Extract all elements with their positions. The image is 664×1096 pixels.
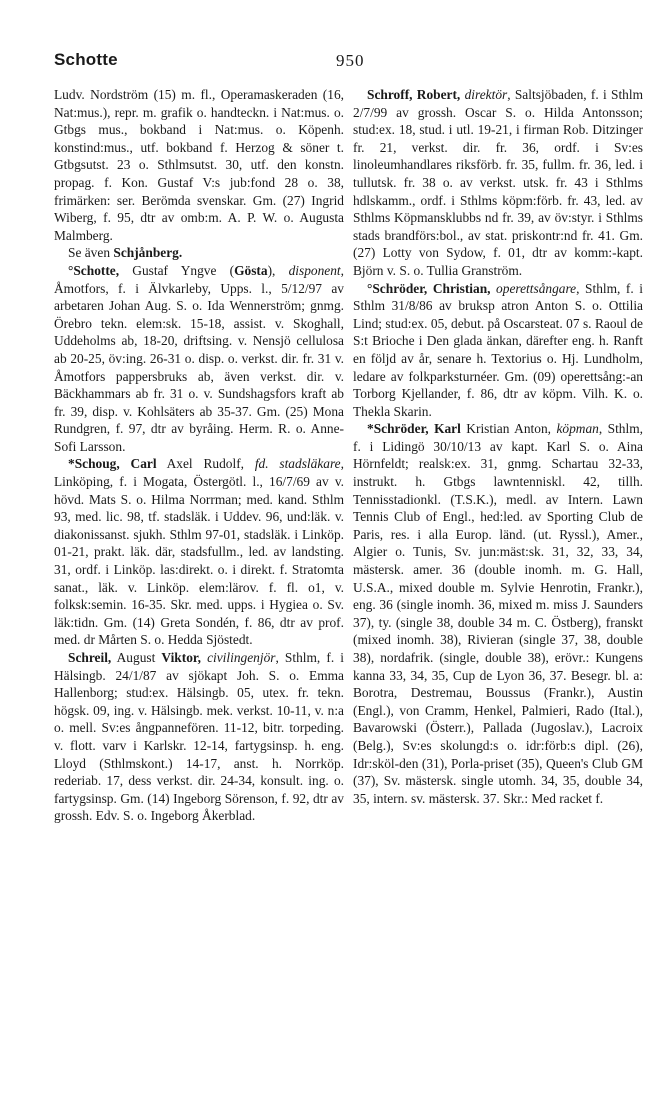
entry-text: Se även xyxy=(68,245,114,261)
entry-e5 xyxy=(54,649,344,825)
page-header xyxy=(54,50,642,76)
entry-title: köpman xyxy=(556,421,599,437)
entry-text: , Sthlm, f. i Lidingö 30/10/13 av kapt. Karl S. o. Aina Hörnfeldt; realsk:ex. 31, gnmg. Schartau 32-33, instrukt. h. Gtbgs lawntenniskl. 42, tillh. Tennisstadionkl. (T.S.K.), medl. av Intern. Lawn Tennis Club of Engl., hed:led. av Sporting Club de Paris, res. i alla Europ. länd. (ut. Ryssl.), Amer., Algier o. Tunis, Sv. jun:mäst:sk. 31, 32, 33, 34, mästersk. amer. 36 (double inomh. m. G. Hall, U.S.A., mixed double m. Sylvie Henrotin, Frankr.), eng. 36 (single inomh. 36, mixed m. miss J. Saunders 37), ty. (single 38, double 34 m. C. Östberg), franskt (mixed inomh. 38), Rivieran (single 37, 38, double 38), nordafrik. (single, double 38), erövr.: Kungens kanna 33, 34, 35, Cup de Lyon 36, 37. Besegr. bl. a: Borotra, Destremau, Boussus (Frankr.), Austin (Engl.), von Cramm, Henkel, Palmieri, Rado (Ital.), Bavarowski (Österr.), Pallada (Jugoslav.), Lacroix (Belg.), Sv:es skolungd:s o. idr:förb:s dipl. (26), Idr:sköl-den (31), Porla-priset (35), Queen's Club GM (37), Sv. mästersk. single utomh. 34, 35, double 34, 35, intern. sv. mästersk. 37. Skr.: Med racket f. xyxy=(353,421,643,806)
entry-title: direktör xyxy=(464,87,508,102)
entry-text: , Sthlm, f. i Hälsingb. 24/1/87 av sjökapt Joh. S. o. Emma Hallenborg; stud:ex. Hälsingb. 05, utex. fr. tekn. högsk. 09, ing. v. Hälsingb. mek. verkst. 10-11, v. n:a o. mell. Sv:es ångpannefören. 11-12, bitr. torpeding. v. flott. varv i Karlskr. 12-14, fartygsinsp. h. eng. Lloyd (Sthlmskont.) 14-17, anst. h. Norrköp. rederiab. 17, dess verkst. dir. 24-34, konsult. ing. o. fartygsinsp. Gm. (14) Ingeborg Sörenson, f. 92, dtr av grossh. Edv. S. o. Ingeborg Åkerblad. xyxy=(54,650,344,824)
entry-text: Axel Rudolf, xyxy=(156,456,255,472)
entry-e7 xyxy=(353,280,643,421)
entry-text: Gustaf Yngve ( xyxy=(119,262,235,278)
entry-name: Schroff, Robert, xyxy=(367,87,461,102)
entry-e4 xyxy=(54,455,344,649)
entry-name: *Schoug, Carl xyxy=(68,456,157,472)
entry-e3 xyxy=(54,262,344,456)
left-column xyxy=(54,86,344,825)
entry-text: , Linköping, f. i Mogata, Östergötl. l., 16/7/69 av v. hövd. Mats S. o. Hilma Norrman; med. kand. Sthlm 93, med. lic. 98, tf. stadsläk. i Uddev. 96, und:läk. v. diakonissanst. sjukh. Sthlm 97-01, stadsläk. i Linköp. 01-21, prakt. läk. där, stadsfullm., led. av landsting. 31, ordf. i Linköp. las:direkt. o. i direkt. f. Stratomta sanat., läk. v. Linköp. elem:lärov. f. fl. o1, v. folksk:semin. 16-35. Skr. med. upps. i Hygiea o. Sv. läk:tidn. Gm. (14) Greta Sondén, f. 86, dtr av prof. med. dr Mårten S. o. Hedda Sjöstedt. xyxy=(54,456,344,648)
entry-text: Ludv. Nordström (15) m. fl., Operamaskeraden (16, Nat:mus.), repr. m. grafik o. handteckn. i Nat:mus. o. Gtbgs mus., bokband i Nat:mus. o. Köpenh. konstind:mus., utf. bokband f. Herzog & söner t. Gtbgsutst. 23 o. Sthlmsutst. 30, utf. den konstn. propag. f. Kon. Gustaf V:s jub:fond 28 o. 38, frimärken: ser. Berömda svenskar. Gm. (27) Ingrid Wiberg, f. 95, dtr av omb:m. A. P. W. o. Augusta Malmberg. xyxy=(54,87,344,243)
running-head: Schotte xyxy=(54,50,118,69)
entry-text: August xyxy=(111,650,162,665)
entry-name: °Schotte, xyxy=(68,262,120,278)
entry-title: fd. stadsläkare xyxy=(254,456,341,472)
entry-e1 xyxy=(54,86,344,244)
entry-name: Schreil, xyxy=(68,650,112,665)
entry-text: Kristian Anton, xyxy=(460,421,557,437)
entry-title: disponent xyxy=(288,262,341,278)
entry-name: *Schröder, Karl xyxy=(367,421,461,437)
entry-e6 xyxy=(353,86,643,280)
right-column xyxy=(353,86,643,807)
entry-name: Schjånberg. xyxy=(113,245,183,261)
entry-name: Viktor, xyxy=(161,650,201,665)
entry-text: ), xyxy=(267,262,289,278)
entry-title: civilingenjör xyxy=(207,650,276,665)
entry-text: , Sthlm, f. i Sthlm 31/8/86 av bruksp atron Anton S. o. Ottilia Lind; stud:ex. 05, debut. på Oscarsteat. 07 s. Raoul de S:t Brioche i Den glada änkan, därefter eng. h. Ranft en följd av år, senare h. Textorius o. Hj. Lundholm, ledare av folkparksturnéer. Gm. (09) operettsång:-an Torborg Kjellander, f. 86, dtr av köpm. Vilh. K. o. Thekla Skarin. xyxy=(353,280,643,419)
entry-name: °Schröder, Christian, xyxy=(367,280,491,296)
entry-name: Gösta xyxy=(234,262,268,278)
entry-text: , Åmotfors, f. i Älvkarleby, Upps. l., 5/12/97 av arbetaren Johan Aug. S. o. Ida Wennerström; gnmg. Örebro tekn. elem:sk. 15-18, assist. v. Skoghall, Uddeholms ab, 18-20, driftsing. v. Nensjö cellulosa ab 20-25, öv:ing. 26-31 o. disp. o. verkst. dir. fr. 31 v. Åmotfors pappersbruks ab, även verkst. dir. v. Bäckhammars ab fr. 31 o. v. Sundshagsfors kraft ab fr. 39, disp. v. Kohlsäters ab 35-37. Gm. (25) Mona Rundgren, f. 97, dtr av byråing. Herm. R. o. Anne-Sofi Larsson. xyxy=(54,262,345,454)
entry-e8 xyxy=(353,420,643,807)
entry-e2 xyxy=(54,244,344,262)
page-number: 950 xyxy=(336,51,365,70)
entry-title: operettsångare xyxy=(496,280,577,296)
entry-text: , Saltsjöbaden, f. i Sthlm 2/7/99 av grossh. Oscar S. o. Hilda Antonsson; stud:ex. 18, stud. i utl. 19-21, i firman Rob. Ditzinger fr. 21, verkst. dir. fr. 36, ordf. i Sv:es linoleumhandlares riksförb. fr. 35, fullm. fr. 36, led. i tullutsk. fr. 38 o. av verkst. utsk. fr. 43 i Sthlms hdlskamm., ordf. i Sthlms köpm:förb. fr. 43, led. av Sthlms Köpmansklubbs nd fr. 39, av öv:styr. i Sthlms stads brandförs:bol., av stat. priskontr:nd fr. 41. Gm. (27) Lotty von Sydow, f. 01, dtr av komm:-kapt. Björn v. S. o. Tullia Granström. xyxy=(353,87,643,278)
